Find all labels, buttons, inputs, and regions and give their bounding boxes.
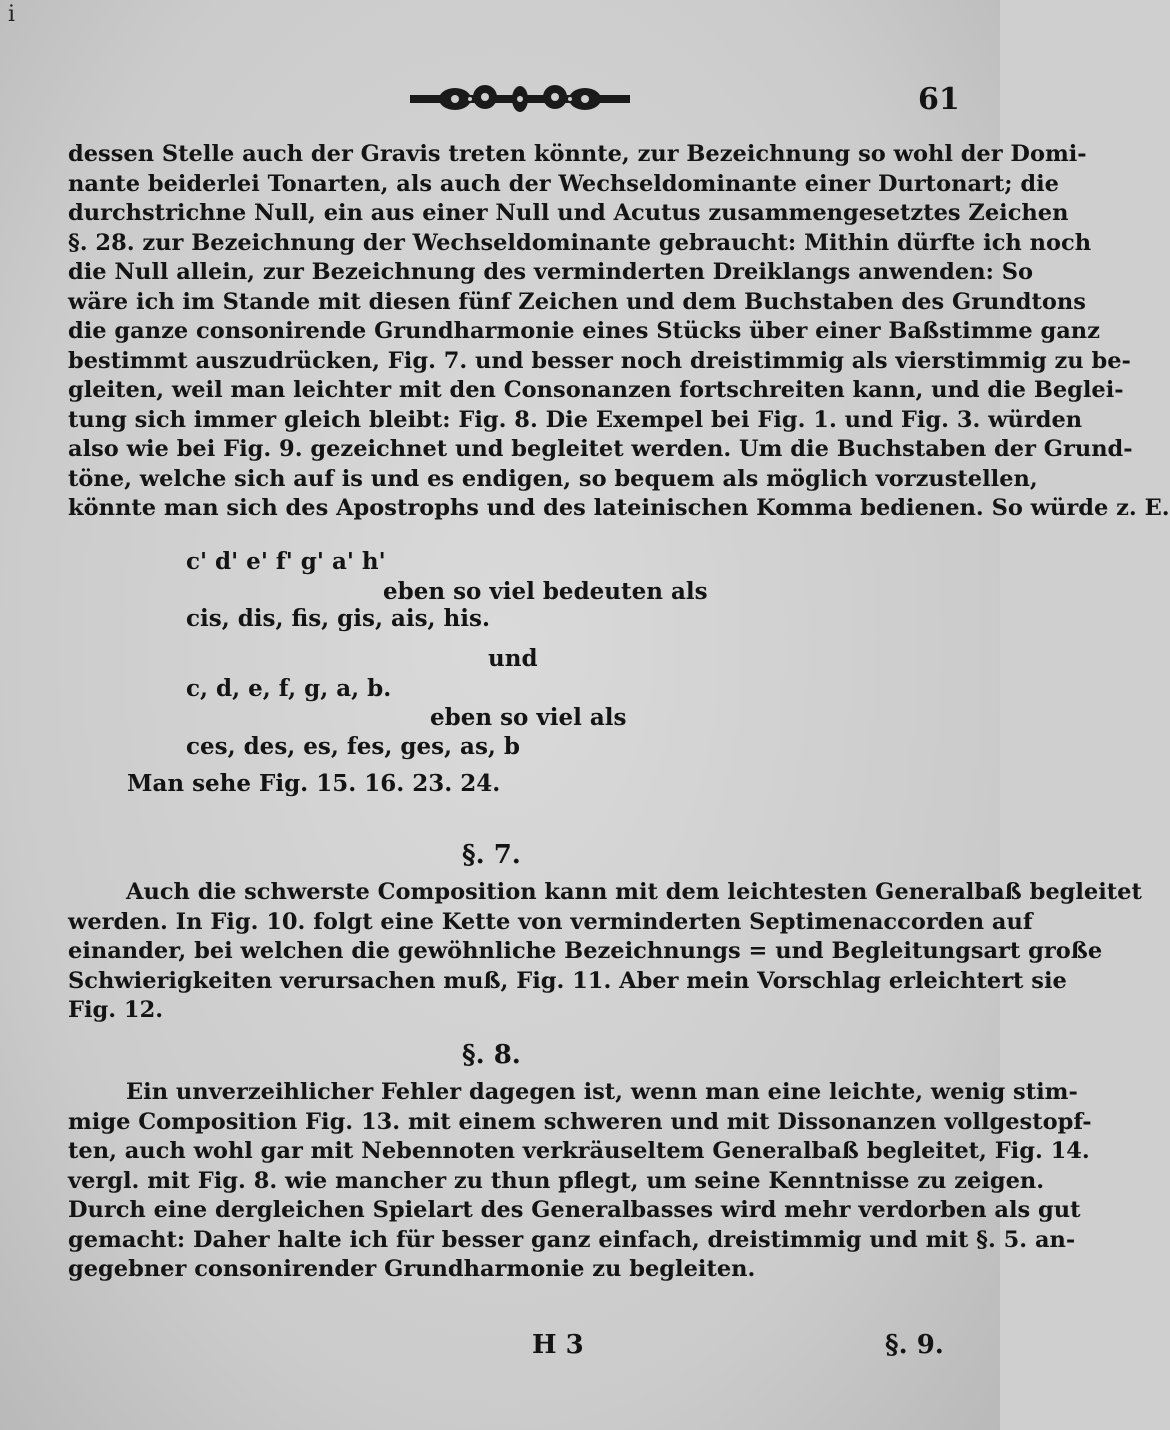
example-flat-names: ces, des, es, fes, ges, as, b xyxy=(186,733,520,760)
section-7-paragraph xyxy=(68,878,1142,1026)
section-heading-7: §. 7. xyxy=(462,840,521,870)
text-line: also wie bei Fig. 9. gezeichnet und begleitet werden. Um die Buchstaben der Grund- xyxy=(68,436,1133,462)
text-line: bestimmt auszudrücken, Fig. 7. und besser noch dreistimmig als vierstimmig zu be- xyxy=(68,347,1131,374)
text-line: Fig. 12. xyxy=(68,997,164,1023)
text-line: gleiten, weil man leichter mit den Consonanzen fortschreiten kann, und die Beglei- xyxy=(68,377,1124,403)
example-see-also: Man sehe Fig. 15. 16. 23. 24. xyxy=(127,770,501,797)
text-line: ten, auch wohl gar mit Nebennoten verkräuseltem Generalbaß begleitet, Fig. 14. xyxy=(68,1138,1090,1164)
text-line: dessen Stelle auch der Gravis treten könnte, zur Bezeichnung so wohl der Domi- xyxy=(68,141,1087,167)
paragraph-1 xyxy=(68,140,1170,524)
text-line: Ein unverzeihlicher Fehler dagegen ist, wenn man eine leichte, wenig stim- xyxy=(126,1079,1078,1105)
decorative-headpiece-icon xyxy=(410,84,630,114)
text-line: gemacht: Daher halte ich für besser ganz einfach, dreistimmig und mit §. 5. an- xyxy=(68,1226,1076,1253)
text-line: Durch eine dergleichen Spielart des Generalbasses wird mehr verdorben als gut xyxy=(68,1197,1081,1223)
text-line: mige Composition Fig. 13. mit einem schweren und mit Dissonanzen vollgestopf- xyxy=(68,1108,1092,1135)
example-sharp-names: cis, dis, fis, gis, ais, his. xyxy=(186,605,490,632)
text-line: könnte man sich des Apostrophs und des lateinischen Komma bedienen. So würde z. E. xyxy=(68,495,1170,521)
edge-mark: i xyxy=(8,2,16,27)
text-line: tung sich immer gleich bleibt: Fig. 8. Die Exempel bei Fig. 1. und Fig. 3. würden xyxy=(68,406,1083,433)
section-8-paragraph xyxy=(68,1078,1092,1285)
signature-mark: H 3 xyxy=(532,1330,584,1360)
example-apostrophe-notes: c' d' e' f' g' a' h' xyxy=(186,548,386,575)
text-line: wäre ich im Stande mit diesen fünf Zeichen und dem Buchstaben des Grundtons xyxy=(68,288,1086,315)
example-equals-line: eben so viel bedeuten als xyxy=(383,578,708,605)
section-heading-8: §. 8. xyxy=(462,1040,521,1070)
catchword: §. 9. xyxy=(885,1330,944,1360)
text-line: Auch die schwerste Composition kann mit dem leichtesten Generalbaß begleitet xyxy=(126,879,1142,905)
text-line: durchstrichne Null, ein aus einer Null und Acutus zusammengesetztes Zeichen xyxy=(68,200,1069,226)
text-line: die ganze consonirende Grundharmonie eines Stücks über einer Baßstimme ganz xyxy=(68,318,1100,344)
text-line: Schwierigkeiten verursachen muß, Fig. 11. Aber mein Vorschlag erleichtert sie xyxy=(68,967,1067,994)
text-line: die Null allein, zur Bezeichnung des verminderten Dreiklangs anwenden: So xyxy=(68,259,1033,285)
text-line: gegebner consonirender Grundharmonie zu begleiten. xyxy=(68,1256,756,1282)
example-comma-notes: c, d, e, f, g, a, b. xyxy=(186,675,392,702)
text-line: töne, welche sich auf is und es endigen, so bequem als möglich vorzustellen, xyxy=(68,465,1038,492)
example-conjunction: und xyxy=(488,645,538,672)
text-line: nante beiderlei Tonarten, als auch der Wechseldominante einer Durtonart; die xyxy=(68,170,1059,197)
text-line: §. 28. zur Bezeichnung der Wechseldominante gebraucht: Mithin dürfte ich noch xyxy=(68,229,1092,256)
text-line: einander, bei welchen die gewöhnliche Bezeichnungs = und Begleitungsart große xyxy=(68,938,1103,964)
page-number: 61 xyxy=(918,82,960,117)
text-line: werden. In Fig. 10. folgt eine Kette von verminderten Septimenaccorden auf xyxy=(68,908,1033,935)
example-equals-line: eben so viel als xyxy=(430,704,627,731)
text-line: vergl. mit Fig. 8. wie mancher zu thun pflegt, um seine Kenntnisse zu zeigen. xyxy=(68,1167,1045,1194)
